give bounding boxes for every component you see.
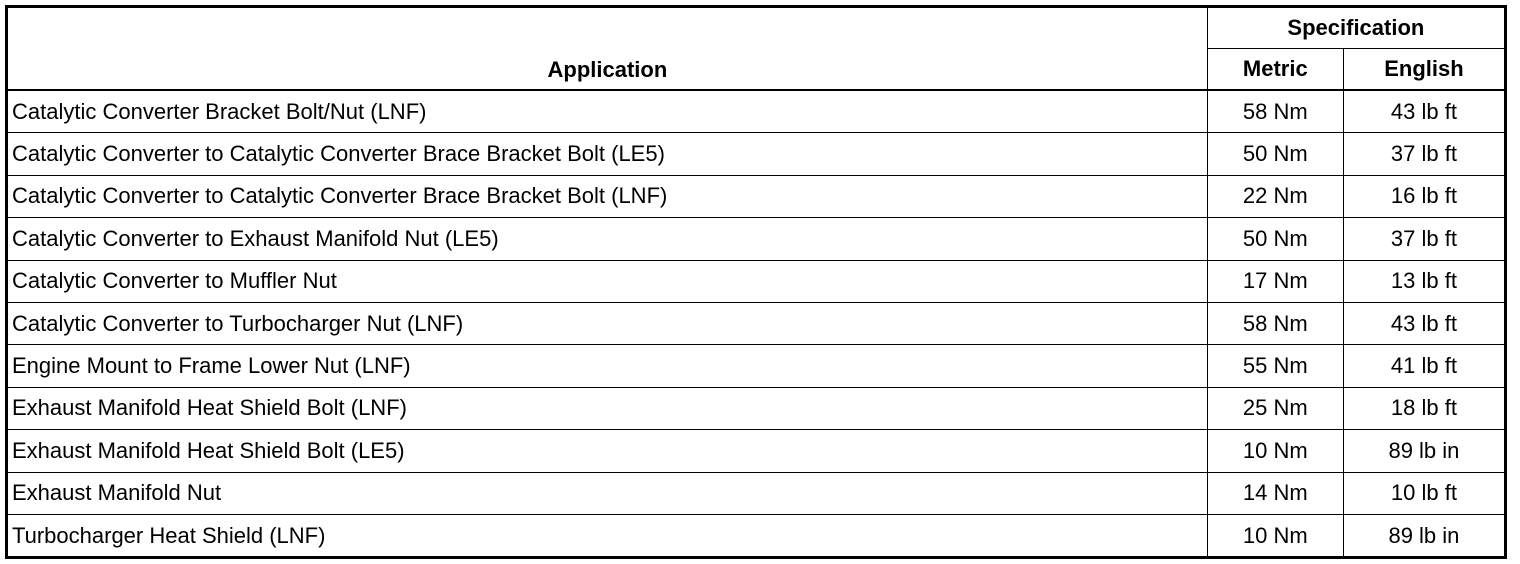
table-header xyxy=(7,7,1506,91)
cell-english: 37 lb ft xyxy=(1343,133,1505,175)
column-header-english: English xyxy=(1343,49,1505,91)
cell-metric: 58 Nm xyxy=(1207,90,1343,133)
cell-english: 89 lb in xyxy=(1343,514,1505,557)
spec-table-container xyxy=(5,5,1507,559)
table-row xyxy=(7,90,1506,133)
table-row xyxy=(7,133,1506,175)
table-row xyxy=(7,175,1506,217)
table-row xyxy=(7,472,1506,514)
cell-english: 18 lb ft xyxy=(1343,387,1505,429)
table-row xyxy=(7,430,1506,472)
cell-application: Engine Mount to Frame Lower Nut (LNF) xyxy=(7,345,1208,387)
cell-application: Turbocharger Heat Shield (LNF) xyxy=(7,514,1208,557)
table-body xyxy=(7,90,1506,558)
table-row xyxy=(7,514,1506,557)
cell-metric: 50 Nm xyxy=(1207,218,1343,260)
cell-metric: 50 Nm xyxy=(1207,133,1343,175)
cell-metric: 14 Nm xyxy=(1207,472,1343,514)
cell-application: Catalytic Converter to Muffler Nut xyxy=(7,260,1208,302)
cell-metric: 58 Nm xyxy=(1207,302,1343,344)
table-row xyxy=(7,260,1506,302)
cell-english: 16 lb ft xyxy=(1343,175,1505,217)
cell-english: 13 lb ft xyxy=(1343,260,1505,302)
column-header-specification: Specification xyxy=(1207,7,1505,49)
cell-english: 10 lb ft xyxy=(1343,472,1505,514)
cell-metric: 25 Nm xyxy=(1207,387,1343,429)
cell-application: Catalytic Converter to Turbocharger Nut (LNF) xyxy=(7,302,1208,344)
cell-application: Catalytic Converter Bracket Bolt/Nut (LNF) xyxy=(7,90,1208,133)
table-row xyxy=(7,218,1506,260)
cell-metric: 10 Nm xyxy=(1207,430,1343,472)
cell-english: 43 lb ft xyxy=(1343,302,1505,344)
cell-application: Exhaust Manifold Heat Shield Bolt (LNF) xyxy=(7,387,1208,429)
cell-english: 37 lb ft xyxy=(1343,218,1505,260)
cell-application: Exhaust Manifold Heat Shield Bolt (LE5) xyxy=(7,430,1208,472)
table-row xyxy=(7,302,1506,344)
cell-application: Catalytic Converter to Catalytic Converter Brace Bracket Bolt (LE5) xyxy=(7,133,1208,175)
cell-application: Catalytic Converter to Exhaust Manifold Nut (LE5) xyxy=(7,218,1208,260)
table-row xyxy=(7,345,1506,387)
column-header-application: Application xyxy=(7,7,1208,91)
cell-english: 41 lb ft xyxy=(1343,345,1505,387)
cell-english: 43 lb ft xyxy=(1343,90,1505,133)
column-header-metric: Metric xyxy=(1207,49,1343,91)
cell-metric: 17 Nm xyxy=(1207,260,1343,302)
cell-application: Catalytic Converter to Catalytic Converter Brace Bracket Bolt (LNF) xyxy=(7,175,1208,217)
cell-metric: 55 Nm xyxy=(1207,345,1343,387)
cell-application: Exhaust Manifold Nut xyxy=(7,472,1208,514)
cell-metric: 10 Nm xyxy=(1207,514,1343,557)
cell-english: 89 lb in xyxy=(1343,430,1505,472)
fastener-spec-table xyxy=(5,5,1507,559)
table-row xyxy=(7,387,1506,429)
cell-metric: 22 Nm xyxy=(1207,175,1343,217)
